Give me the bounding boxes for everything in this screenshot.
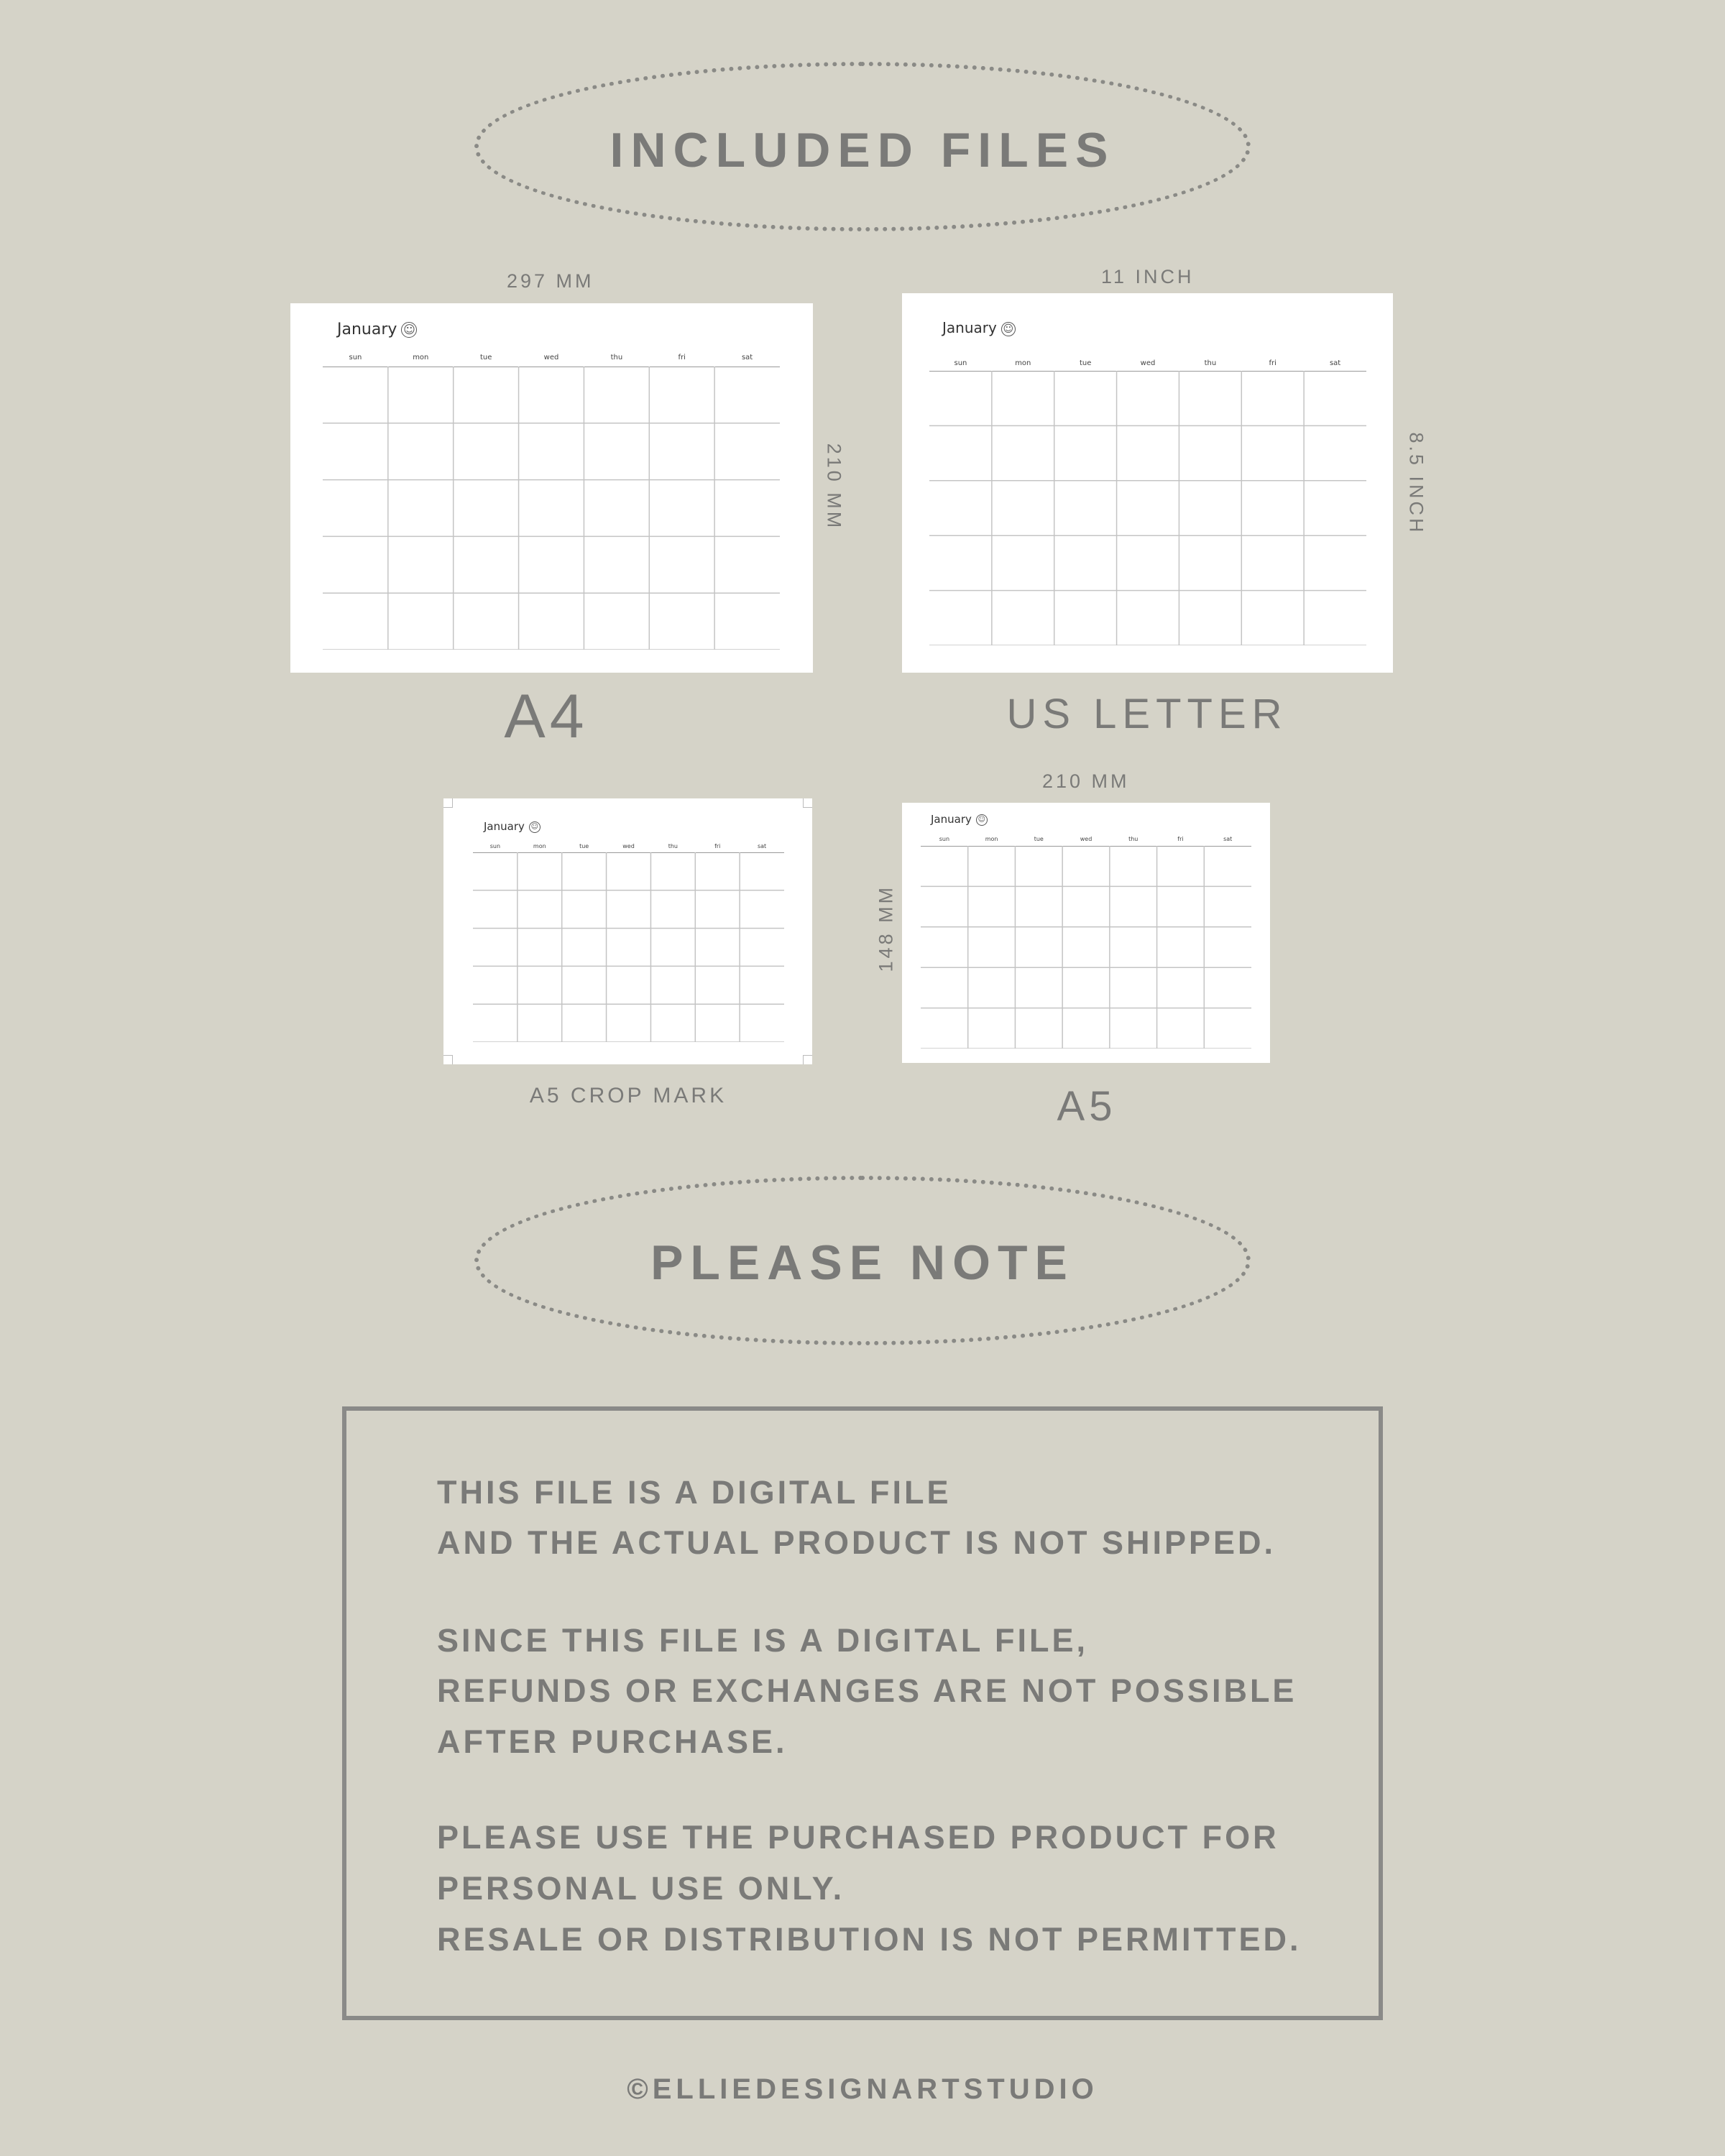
calendar-weekday-label: tue	[1034, 836, 1044, 842]
calendar-weekday-row	[921, 836, 1251, 842]
please-note-heading: PLEASE NOTE	[650, 1235, 1075, 1290]
notice-line: PERSONAL USE ONLY.	[437, 1870, 845, 1907]
calendar-weekday-label: tue	[579, 843, 589, 849]
calendar-month-title	[484, 820, 540, 833]
calendar-grid	[323, 367, 780, 650]
calendar-grid	[473, 852, 784, 1042]
calendar-weekday-label: sun	[489, 843, 501, 849]
calendar-weekday-label: sat	[1329, 359, 1341, 367]
smiley-icon: ☺	[976, 814, 988, 826]
calendar-weekday-row	[323, 354, 780, 361]
calendar-weekday-label: wed	[543, 354, 559, 361]
a4-width-label: 297 MM	[507, 270, 594, 292]
calendar-weekday-label: fri	[678, 354, 686, 361]
calendar-weekday-label: sun	[939, 836, 950, 842]
smiley-icon: ☺	[1001, 322, 1016, 336]
calendar-weekday-label: sat	[741, 354, 753, 361]
crop-mark	[803, 798, 812, 808]
notice-box	[342, 1406, 1383, 2020]
a5-crop-size-name: A5 CROP MARK	[529, 1084, 727, 1107]
calendar-month-label: January	[484, 820, 525, 833]
crop-mark	[443, 1055, 453, 1064]
calendar-weekday-label: thu	[1128, 836, 1138, 842]
calendar-weekday-label: sun	[349, 354, 362, 361]
a4-height-label: 210 MM	[823, 443, 845, 531]
calendar-weekday-label: wed	[1080, 836, 1092, 842]
calendar-weekday-label: sun	[954, 359, 967, 367]
calendar-weekday-label: wed	[622, 843, 635, 849]
a4-size-name: A4	[504, 682, 589, 751]
a5-width-label: 210 MM	[1042, 770, 1130, 792]
smiley-icon: ☺	[529, 821, 540, 833]
calendar-month-label: January	[931, 813, 972, 826]
a5-crop-calendar-sheet	[443, 798, 812, 1064]
a5-height-label: 148 MM	[875, 884, 897, 972]
us-letter-width-label: 11 INCH	[1101, 266, 1195, 287]
calendar-weekday-label: mon	[413, 354, 429, 361]
calendar-weekday-row	[929, 359, 1366, 367]
calendar-weekday-label: thu	[1204, 359, 1217, 367]
a5-calendar-sheet	[902, 803, 1270, 1063]
calendar-weekday-label: sat	[757, 843, 767, 849]
calendar-month-title	[942, 319, 1016, 336]
notice-line: AFTER PURCHASE.	[437, 1723, 788, 1760]
us-letter-height-label: 8.5 INCH	[1405, 432, 1427, 535]
calendar-grid	[921, 846, 1251, 1049]
notice-line: AND THE ACTUAL PRODUCT IS NOT SHIPPED.	[437, 1524, 1276, 1561]
included-files-heading: INCLUDED FILES	[610, 123, 1116, 178]
crop-mark	[803, 1055, 812, 1064]
notice-line: REFUNDS OR EXCHANGES ARE NOT POSSIBLE	[437, 1672, 1297, 1709]
notice-line: THIS FILE IS A DIGITAL FILE	[437, 1474, 952, 1511]
smiley-icon: ☺	[401, 322, 417, 338]
calendar-weekday-label: mon	[1015, 359, 1031, 367]
calendar-month-title	[931, 813, 988, 826]
notice-line: RESALE OR DISTRIBUTION IS NOT PERMITTED.	[437, 1921, 1302, 1958]
calendar-weekday-label: fri	[1269, 359, 1276, 367]
calendar-grid	[929, 371, 1366, 645]
notice-line: PLEASE USE THE PURCHASED PRODUCT FOR	[437, 1819, 1279, 1856]
footer-copyright: ©ELLIEDESIGNARTSTUDIO	[627, 2073, 1098, 2105]
calendar-month-label: January	[337, 321, 397, 338]
crop-mark	[443, 798, 453, 808]
calendar-weekday-label: fri	[714, 843, 721, 849]
calendar-weekday-label: mon	[533, 843, 546, 849]
notice-line: SINCE THIS FILE IS A DIGITAL FILE,	[437, 1622, 1089, 1659]
calendar-weekday-row	[473, 843, 784, 849]
calendar-weekday-label: sat	[1223, 836, 1233, 842]
calendar-weekday-label: thu	[610, 354, 623, 361]
us-letter-calendar-sheet	[902, 293, 1393, 673]
us-letter-size-name: US LETTER	[1006, 691, 1288, 737]
calendar-weekday-label: tue	[1079, 359, 1092, 367]
a5-size-name: A5	[1057, 1083, 1117, 1130]
calendar-month-title	[337, 321, 417, 338]
calendar-weekday-label: mon	[985, 836, 998, 842]
calendar-weekday-label: thu	[668, 843, 678, 849]
calendar-weekday-label: fri	[1177, 836, 1184, 842]
calendar-month-label: January	[942, 319, 997, 336]
calendar-weekday-label: wed	[1140, 359, 1156, 367]
a4-calendar-sheet	[290, 303, 813, 673]
calendar-weekday-label: tue	[479, 354, 492, 361]
